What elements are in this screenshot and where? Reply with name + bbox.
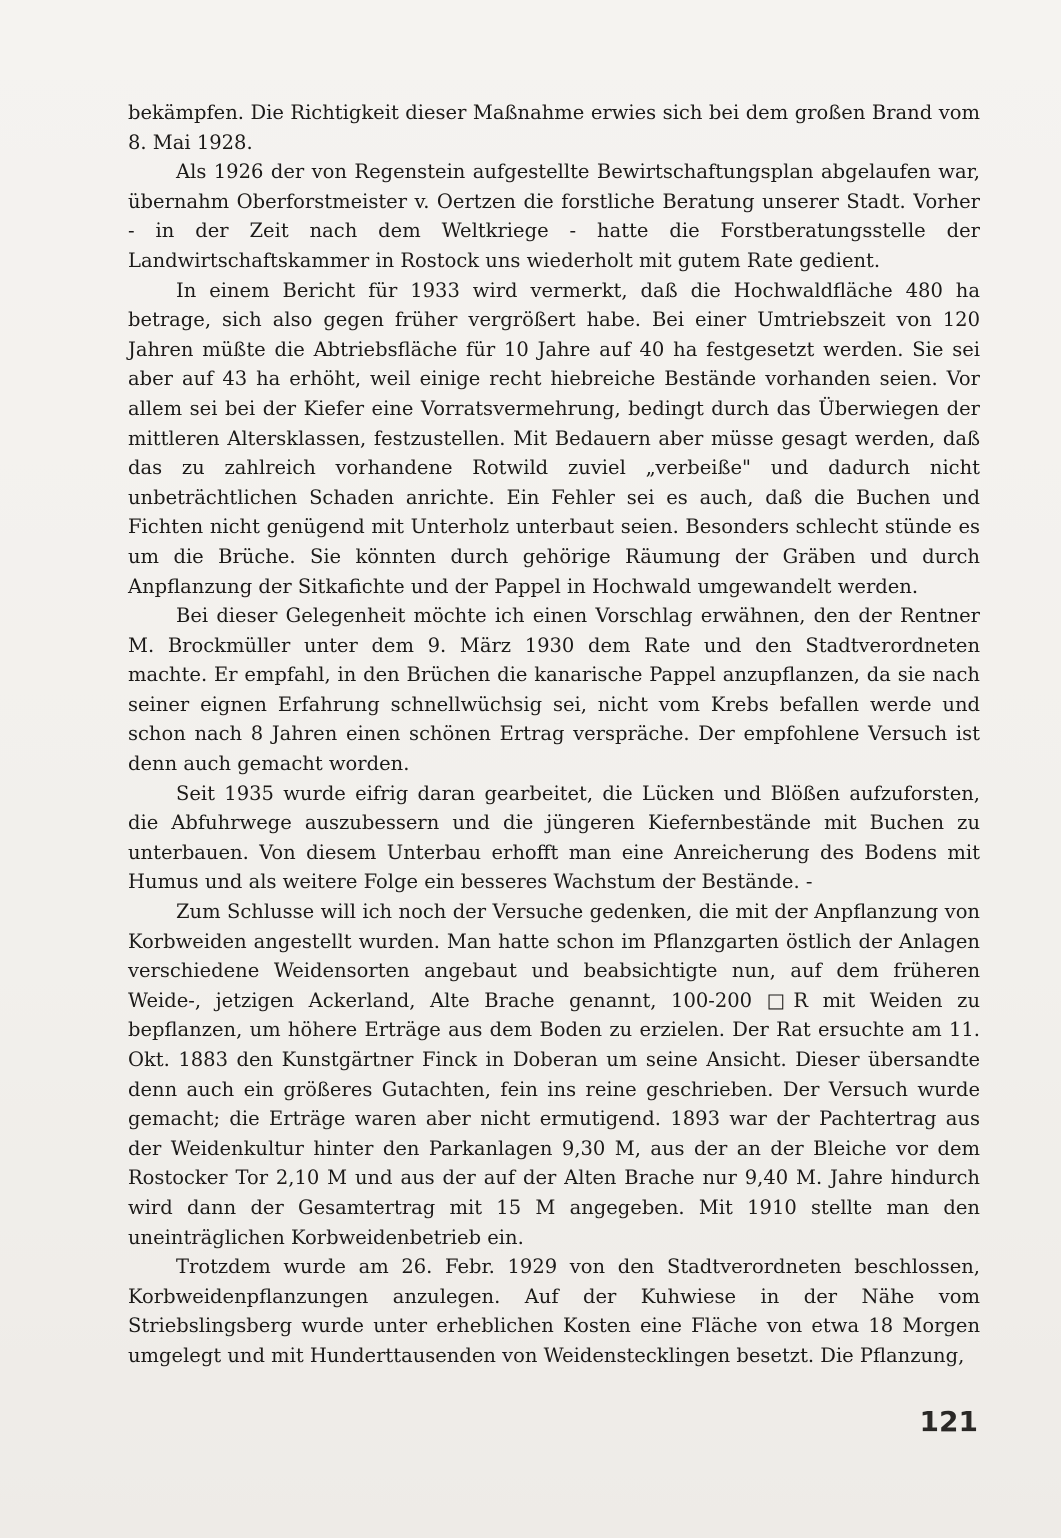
paragraph-5: Seit 1935 wurde eifrig daran gearbeitet, die Lücken und Blößen aufzuforsten, die Abfuhrwege auszubessern und die jüngeren Kiefernbestände mit Buchen zu unterbauen. Von diesem Unterbau erhofft man eine Anreicherung des Bodens mit Humus und als weitere Folge ein besseres Wachstum der Bestände. - <box>128 781 980 894</box>
paragraph-4: Bei dieser Gelegenheit möchte ich einen Vorschlag erwähnen, den der Rentner M. Brockmüller unter dem 9. März 1930 dem Rate und den Stadtverordneten machte. Er empfahl, in den Brüchen die kanarische Pappel anzupflanzen, da sie nach seiner eignen Erfahrung schnellwüchsig sei, nicht vom Krebs befallen werde und schon nach 8 Jahren einen schönen Ertrag verspräche. Der empfohlene Versuch ist denn auch gemacht worden. <box>128 604 980 776</box>
page-number: 121 <box>919 1405 978 1438</box>
paragraph-3: In einem Bericht für 1933 wird vermerkt, daß die Hochwaldfläche 480 ha betrage, sich also gegen früher vergrößert habe. Bei einer Umtriebszeit von 120 Jahren müßte die Abtriebsfläche für 10 Jahre auf 40 ha festgesetzt werden. Sie sei aber auf 43 ha erhöht, weil einige recht hiebreiche Bestände vorhanden seien. Vor allem sei bei der Kiefer eine Vorratsvermehrung, bedingt durch das Überwiegen der mittleren Altersklassen, festzustellen. Mit Bedauern aber müsse gesagt werden, daß das zu zahlreich vorhandene Rotwild zuviel „verbeiße" und dadurch nicht unbeträchtlichen Schaden anrichte. Ein Fehler sei es auch, daß die Buchen und Fichten nicht genügend mit Unterholz unterbaut seien. Besonders schlecht stünde es um die Brüche. Sie könnten durch gehörige Räumung der Gräben und durch Anpflanzung der Sitkafichte und der Pappel in Hochwald umgewandelt werden. <box>128 278 980 598</box>
paragraph-7: Trotzdem wurde am 26. Febr. 1929 von den Stadtverordneten beschlossen, Korbweidenpflanzungen anzulegen. Auf der Kuhwiese in der Nähe vom Striebslingsberg wurde unter erheblichen Kosten eine Fläche von etwa 18 Morgen umgelegt und mit Hunderttausenden von Weidenstecklingen besetzt. Die Pflanzung, <box>128 1255 980 1367</box>
paragraph-1: bekämpfen. Die Richtigkeit dieser Maßnahme erwies sich bei dem großen Brand vom 8. Mai 1928. <box>128 101 980 154</box>
paragraph-6: Zum Schlusse will ich noch der Versuche gedenken, die mit der Anpflanzung von Korbweiden angestellt wurden. Man hatte schon im Pflanzgarten östlich der Anlagen verschiedene Weidensorten angebaut und beabsichtigte nun, auf dem früheren Weide-, jetzigen Ackerland, Alte Brache genannt, 100-200 □R mit Weiden zu bepflanzen, um höhere Erträge aus dem Boden zu erzielen. Der Rat ersuchte am 11. Okt. 1883 den Kunstgärtner Finck in Doberan um seine Ansicht. Dieser übersandte denn auch ein größeres Gutachten, fein ins reine geschrieben. Der Versuch wurde gemacht; die Erträge waren aber nicht ermutigend. 1893 war der Pachtertrag aus der Weidenkultur hinter den Parkanlagen 9,30 M, aus der an der Bleiche vor dem Rostocker Tor 2,10 M und aus der auf der Alten Brache nur 9,40 M. Jahre hindurch wird dann der Gesamtertrag mit 15 M angegeben. Mit 1910 stellte man den uneinträglichen Korbweidenbetrieb ein. <box>128 900 980 1249</box>
body-text <box>128 98 980 1371</box>
paragraph-2: Als 1926 der von Regenstein aufgestellte Bewirtschaftungsplan abgelaufen war, übernahm Oberforstmeister v. Oertzen die forstliche Beratung unserer Stadt. Vorher - in der Zeit nach dem Weltkriege - hatte die Forstberatungsstelle der Landwirtschaftskammer in Rostock uns wiederholt mit gutem Rate gedient. <box>128 160 980 272</box>
